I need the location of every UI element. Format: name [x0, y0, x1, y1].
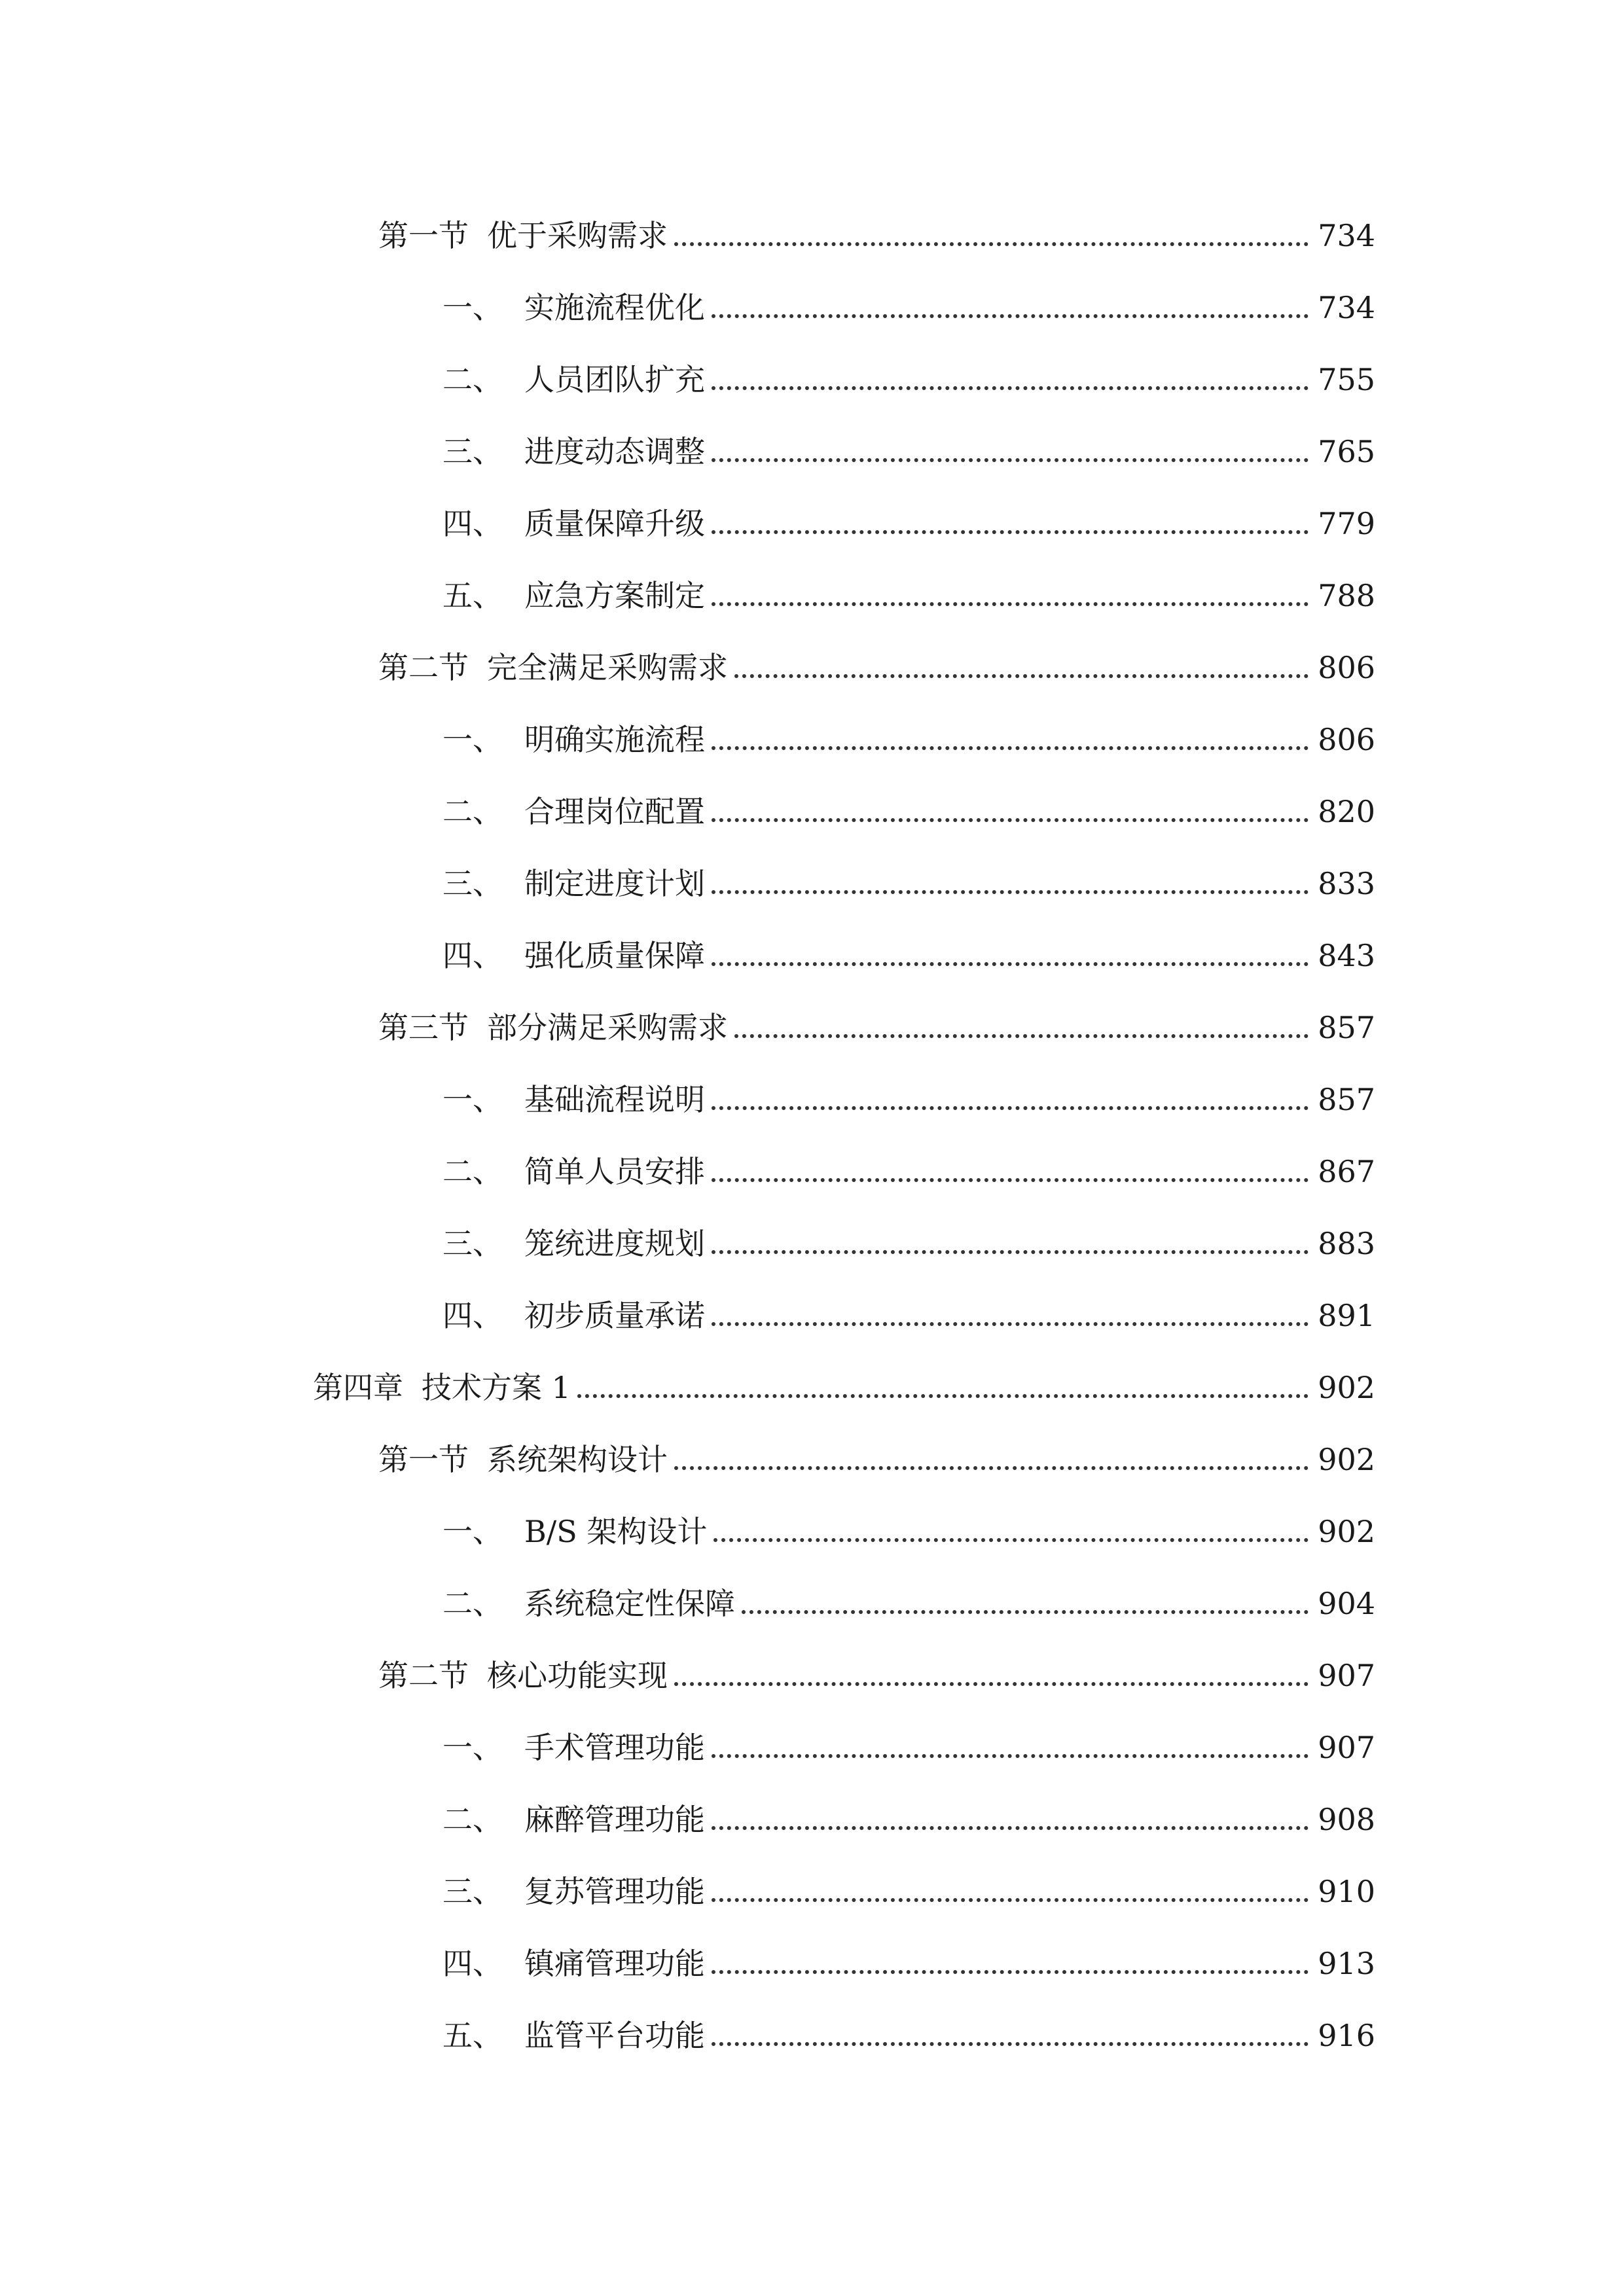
toc-entry-title: 部分满足采购需求 [487, 1010, 728, 1045]
toc-entry-page: 867 [1318, 1154, 1375, 1189]
toc-entry-title: 应急方案制定 [524, 578, 705, 613]
toc-entry[interactable] [442, 1715, 1375, 1767]
toc-entry-page: 891 [1318, 1298, 1375, 1333]
toc-entry-number: 三、 [442, 434, 503, 469]
dot-leader [577, 1394, 1308, 1398]
dot-leader [674, 242, 1308, 246]
toc-entry[interactable] [442, 275, 1375, 327]
toc-entry-title: 初步质量承诺 [524, 1298, 705, 1333]
dot-leader [712, 746, 1308, 750]
toc-entry-page: 907 [1318, 1730, 1375, 1765]
dot-leader [674, 1466, 1308, 1470]
toc-entry-number: 第四章 [313, 1370, 403, 1405]
dot-leader [742, 1610, 1308, 1614]
dot-leader [712, 2042, 1308, 2046]
toc-entry-page: 779 [1318, 506, 1375, 541]
toc-entry-number: 四、 [442, 1946, 503, 1981]
toc-entry-page: 788 [1318, 578, 1375, 613]
toc-entry-number: 第二节 [378, 1658, 469, 1693]
toc-entry-title: 镇痛管理功能 [524, 1946, 705, 1981]
toc-entry[interactable] [442, 1571, 1375, 1623]
toc-entry-number: 一、 [442, 1082, 503, 1117]
dot-leader [712, 1826, 1308, 1830]
toc-entry-title: 人员团队扩充 [524, 362, 705, 397]
dot-leader [712, 1322, 1308, 1326]
toc-entry[interactable] [378, 1643, 1375, 1695]
toc-entry-page: 913 [1318, 1946, 1375, 1981]
toc-entry-number: 一、 [442, 1514, 503, 1549]
toc-entry-page: 806 [1318, 650, 1375, 685]
toc-entry[interactable] [378, 203, 1375, 255]
dot-leader [674, 1682, 1308, 1686]
dot-leader [712, 1106, 1308, 1110]
toc-entry[interactable] [442, 563, 1375, 615]
toc-entry[interactable] [442, 1787, 1375, 1839]
toc-entry-page: 908 [1318, 1802, 1375, 1837]
toc-entry-page: 857 [1318, 1010, 1375, 1045]
toc-entry-number: 二、 [442, 1586, 503, 1621]
toc-entry[interactable] [442, 1499, 1375, 1551]
dot-leader [712, 1754, 1308, 1758]
toc-entry-title: 基础流程说明 [524, 1082, 705, 1117]
dot-leader [712, 1178, 1308, 1182]
dot-leader [712, 1250, 1308, 1254]
toc-entry-title: 简单人员安排 [524, 1154, 705, 1189]
toc-entry-title: 手术管理功能 [524, 1730, 705, 1765]
dot-leader [712, 602, 1308, 606]
toc-entry[interactable] [442, 1211, 1375, 1263]
dot-leader [734, 1034, 1308, 1038]
toc-entry-number: 第二节 [378, 650, 469, 685]
toc-entry-page: 883 [1318, 1226, 1375, 1261]
toc-entry[interactable] [378, 1427, 1375, 1479]
toc-entry-title: 系统稳定性保障 [524, 1586, 735, 1621]
toc-entry-page: 916 [1318, 2018, 1375, 2053]
dot-leader [712, 890, 1308, 894]
toc-entry[interactable] [442, 491, 1375, 543]
toc-entry-title: 系统架构设计 [487, 1442, 668, 1477]
toc-entry-title: 麻醉管理功能 [524, 1802, 705, 1837]
toc-entry-number: 二、 [442, 1802, 503, 1837]
toc-entry-page: 910 [1318, 1874, 1375, 1909]
toc-entry-page: 902 [1318, 1514, 1375, 1549]
toc-entry-number: 三、 [442, 1226, 503, 1261]
toc-entry[interactable] [442, 707, 1375, 759]
toc-entry-title: 进度动态调整 [524, 434, 705, 469]
toc-entry-number: 二、 [442, 794, 503, 829]
toc-entry-title: 监管平台功能 [524, 2018, 705, 2053]
toc-entry[interactable] [378, 995, 1375, 1047]
toc-entry-number: 四、 [442, 506, 503, 541]
toc-entry[interactable] [442, 1283, 1375, 1335]
toc-entry-title: 质量保障升级 [524, 506, 705, 541]
toc-entry-page: 734 [1318, 218, 1375, 253]
toc-entry[interactable] [442, 1859, 1375, 1911]
dot-leader [712, 458, 1308, 462]
toc-entry-title: 技术方案 1 [422, 1370, 571, 1405]
toc-entry[interactable] [442, 419, 1375, 471]
toc-entry-title: 强化质量保障 [524, 938, 705, 973]
toc-entry-title: 实施流程优化 [524, 290, 705, 325]
dot-leader [712, 962, 1308, 966]
toc-entry-page: 907 [1318, 1658, 1375, 1693]
toc-entry-number: 五、 [442, 578, 503, 613]
toc-entry-page: 902 [1318, 1442, 1375, 1477]
toc-entry-title: 完全满足采购需求 [487, 650, 728, 685]
toc-entry-number: 三、 [442, 866, 503, 901]
toc-entry-page: 806 [1318, 722, 1375, 757]
dot-leader [712, 818, 1308, 822]
toc-entry-number: 二、 [442, 1154, 503, 1189]
dot-leader [713, 1538, 1308, 1542]
toc-entry[interactable] [442, 1067, 1375, 1119]
dot-leader [712, 1970, 1308, 1974]
toc-entry[interactable] [442, 779, 1375, 831]
toc-entry-number: 五、 [442, 2018, 503, 2053]
toc-entry-number: 第一节 [378, 218, 469, 253]
toc-entry-page: 833 [1318, 866, 1375, 901]
toc-entry-title: 优于采购需求 [487, 218, 668, 253]
toc-entry-page: 902 [1318, 1370, 1375, 1405]
toc-entry-number: 三、 [442, 1874, 503, 1909]
toc-entry[interactable] [442, 851, 1375, 903]
toc-entry-title: 制定进度计划 [524, 866, 705, 901]
toc-entry-number: 第一节 [378, 1442, 469, 1477]
toc-entry-title: 复苏管理功能 [524, 1874, 705, 1909]
toc-entry-page: 755 [1318, 362, 1375, 397]
toc-entry-title: 笼统进度规划 [524, 1226, 705, 1261]
toc-entry-title: 明确实施流程 [524, 722, 705, 757]
toc-entry-page: 857 [1318, 1082, 1375, 1117]
dot-leader [712, 530, 1308, 534]
toc-entry[interactable] [378, 635, 1375, 687]
toc-entry[interactable] [442, 2003, 1375, 2055]
toc-entry-page: 734 [1318, 290, 1375, 325]
toc-entry-number: 四、 [442, 938, 503, 973]
toc-entry[interactable] [442, 923, 1375, 975]
toc-entry[interactable] [442, 1139, 1375, 1191]
toc-entry[interactable] [442, 347, 1375, 399]
toc-entry-page: 820 [1318, 794, 1375, 829]
toc-entry-number: 四、 [442, 1298, 503, 1333]
toc-entry-page: 904 [1318, 1586, 1375, 1621]
toc-entry[interactable] [442, 1931, 1375, 1983]
dot-leader [712, 314, 1308, 318]
toc-entry-title: 核心功能实现 [487, 1658, 668, 1693]
toc-entry-number: 第三节 [378, 1010, 469, 1045]
dot-leader [712, 386, 1308, 390]
toc-entry-title: 合理岗位配置 [524, 794, 705, 829]
toc-entry-number: 一、 [442, 290, 503, 325]
dot-leader [712, 1898, 1308, 1902]
toc-entry-page: 765 [1318, 434, 1375, 469]
toc-entry-number: 一、 [442, 1730, 503, 1765]
toc-entry-title: B/S 架构设计 [524, 1514, 708, 1549]
toc-entry[interactable] [313, 1355, 1375, 1407]
toc-entry-number: 二、 [442, 362, 503, 397]
dot-leader [734, 674, 1308, 678]
toc-entry-page: 843 [1318, 938, 1375, 973]
toc-entry-number: 一、 [442, 722, 503, 757]
